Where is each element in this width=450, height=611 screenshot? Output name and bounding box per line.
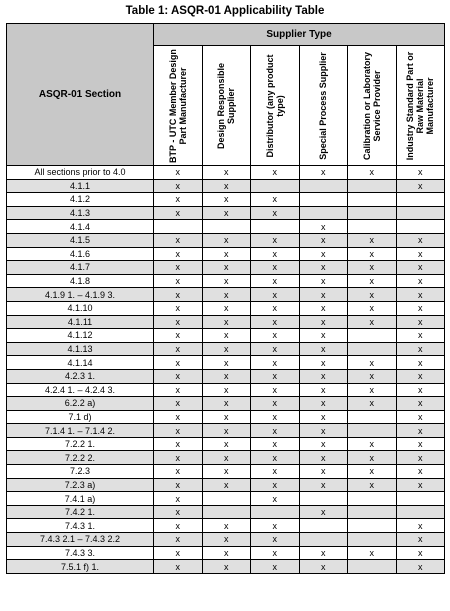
section-cell: 7.2.3 [7, 465, 154, 479]
column-header-distributor: Distributor (any product type) [251, 46, 300, 166]
applicability-cell: x [396, 166, 445, 180]
table-row [7, 166, 445, 180]
applicability-cell: x [348, 546, 397, 560]
section-cell: All sections prior to 4.0 [7, 166, 154, 180]
applicability-cell: x [251, 437, 300, 451]
section-cell: 7.4.3 3. [7, 546, 154, 560]
applicability-cell: x [396, 383, 445, 397]
applicability-cell: x [348, 465, 397, 479]
applicability-cell: x [299, 329, 348, 343]
section-cell: 4.1.9 1. – 4.1.9 3. [7, 288, 154, 302]
applicability-cell: x [202, 301, 251, 315]
column-header-industry-standard: Industry Standard Part or Raw Material Manufacturer [396, 46, 445, 166]
table-body [7, 166, 445, 574]
applicability-cell: x [396, 274, 445, 288]
applicability-cell: x [299, 383, 348, 397]
applicability-cell: x [299, 424, 348, 438]
table-row [7, 451, 445, 465]
table-row [7, 220, 445, 234]
applicability-cell: x [154, 465, 203, 479]
applicability-cell: x [202, 437, 251, 451]
section-cell: 4.1.6 [7, 247, 154, 261]
applicability-cell: x [154, 356, 203, 370]
applicability-cell: x [154, 369, 203, 383]
applicability-cell [396, 206, 445, 220]
applicability-cell: x [299, 546, 348, 560]
applicability-cell [396, 193, 445, 207]
applicability-cell: x [299, 560, 348, 574]
applicability-cell: x [348, 451, 397, 465]
applicability-cell: x [396, 546, 445, 560]
applicability-cell: x [154, 206, 203, 220]
applicability-cell: x [202, 465, 251, 479]
applicability-cell: x [154, 274, 203, 288]
applicability-cell: x [396, 560, 445, 574]
applicability-cell: x [251, 193, 300, 207]
section-cell: 7.4.3 2.1 – 7.4.3 2.2 [7, 533, 154, 547]
table-row [7, 288, 445, 302]
applicability-cell: x [299, 315, 348, 329]
table-row [7, 301, 445, 315]
table-row [7, 274, 445, 288]
table-row [7, 193, 445, 207]
applicability-cell [348, 193, 397, 207]
applicability-cell: x [348, 397, 397, 411]
applicability-cell: x [154, 424, 203, 438]
applicability-cell: x [154, 179, 203, 193]
section-cell: 7.4.2 1. [7, 505, 154, 519]
applicability-cell: x [396, 179, 445, 193]
applicability-cell: x [202, 166, 251, 180]
section-cell: 4.1.13 [7, 342, 154, 356]
section-cell: 4.1.1 [7, 179, 154, 193]
section-cell: 4.1.7 [7, 261, 154, 275]
applicability-cell: x [202, 261, 251, 275]
applicability-cell: x [202, 315, 251, 329]
applicability-cell: x [251, 451, 300, 465]
applicability-cell: x [154, 397, 203, 411]
applicability-cell: x [251, 397, 300, 411]
applicability-cell: x [299, 410, 348, 424]
applicability-cell: x [348, 247, 397, 261]
applicability-cell: x [396, 247, 445, 261]
applicability-cell: x [154, 451, 203, 465]
applicability-cell: x [299, 356, 348, 370]
applicability-cell: x [299, 288, 348, 302]
applicability-cell: x [202, 519, 251, 533]
applicability-cell: x [396, 451, 445, 465]
table-row [7, 397, 445, 411]
applicability-cell: x [202, 356, 251, 370]
table-row [7, 233, 445, 247]
applicability-cell: x [396, 356, 445, 370]
table-row [7, 437, 445, 451]
applicability-cell [396, 492, 445, 506]
applicability-cell [348, 206, 397, 220]
applicability-cell: x [299, 274, 348, 288]
applicability-cell: x [202, 288, 251, 302]
table-row [7, 315, 445, 329]
table-row [7, 424, 445, 438]
applicability-cell: x [154, 315, 203, 329]
applicability-cell: x [154, 342, 203, 356]
applicability-cell: x [154, 410, 203, 424]
section-cell: 7.5.1 f) 1. [7, 560, 154, 574]
applicability-cell: x [251, 478, 300, 492]
section-cell: 7.2.2 2. [7, 451, 154, 465]
applicability-cell: x [154, 519, 203, 533]
table-row [7, 261, 445, 275]
section-cell: 4.1.3 [7, 206, 154, 220]
applicability-cell: x [202, 342, 251, 356]
applicability-cell [154, 220, 203, 234]
section-cell: 4.1.14 [7, 356, 154, 370]
applicability-cell: x [202, 179, 251, 193]
applicability-cell: x [251, 519, 300, 533]
applicability-cell: x [348, 261, 397, 275]
column-header-design-responsible: Design Responsible Supplier [202, 46, 251, 166]
table-row [7, 533, 445, 547]
section-cell: 6.2.2 a) [7, 397, 154, 411]
applicability-cell: x [251, 410, 300, 424]
applicability-cell: x [154, 505, 203, 519]
applicability-cell [348, 424, 397, 438]
applicability-cell: x [154, 478, 203, 492]
applicability-cell [348, 410, 397, 424]
applicability-cell: x [251, 288, 300, 302]
applicability-cell: x [396, 315, 445, 329]
applicability-cell [348, 342, 397, 356]
table-row [7, 492, 445, 506]
applicability-cell [299, 179, 348, 193]
table-row [7, 410, 445, 424]
applicability-cell: x [251, 424, 300, 438]
applicability-cell: x [202, 410, 251, 424]
applicability-cell: x [251, 560, 300, 574]
applicability-cell: x [299, 166, 348, 180]
applicability-cell: x [396, 465, 445, 479]
table-row [7, 369, 445, 383]
section-cell: 7.2.3 a) [7, 478, 154, 492]
applicability-cell: x [299, 437, 348, 451]
applicability-cell: x [202, 424, 251, 438]
applicability-cell: x [154, 533, 203, 547]
applicability-cell: x [396, 533, 445, 547]
applicability-cell: x [154, 193, 203, 207]
applicability-cell [299, 492, 348, 506]
applicability-cell: x [154, 492, 203, 506]
table-row [7, 206, 445, 220]
applicability-cell: x [251, 383, 300, 397]
section-column-header: ASQR-01 Section [7, 24, 154, 166]
table-row [7, 247, 445, 261]
applicability-cell: x [396, 329, 445, 343]
applicability-cell: x [396, 288, 445, 302]
table-row [7, 546, 445, 560]
applicability-cell: x [251, 533, 300, 547]
applicability-cell: x [396, 410, 445, 424]
applicability-cell: x [251, 356, 300, 370]
applicability-cell: x [396, 342, 445, 356]
applicability-cell: x [251, 247, 300, 261]
applicability-cell: x [202, 329, 251, 343]
applicability-cell [348, 560, 397, 574]
applicability-cell [251, 505, 300, 519]
table-row [7, 356, 445, 370]
applicability-cell [202, 492, 251, 506]
section-cell: 4.2.4 1. – 4.2.4 3. [7, 383, 154, 397]
applicability-cell: x [396, 437, 445, 451]
applicability-cell: x [299, 220, 348, 234]
applicability-cell: x [154, 247, 203, 261]
applicability-cell: x [251, 492, 300, 506]
applicability-cell: x [396, 233, 445, 247]
applicability-cell: x [348, 166, 397, 180]
applicability-cell: x [299, 301, 348, 315]
section-cell: 7.4.3 1. [7, 519, 154, 533]
applicability-cell [202, 505, 251, 519]
applicability-cell: x [202, 533, 251, 547]
applicability-cell: x [299, 397, 348, 411]
applicability-cell: x [202, 206, 251, 220]
applicability-cell: x [251, 301, 300, 315]
applicability-cell: x [251, 166, 300, 180]
applicability-cell: x [251, 546, 300, 560]
section-cell: 4.1.12 [7, 329, 154, 343]
applicability-cell: x [348, 288, 397, 302]
applicability-cell: x [202, 451, 251, 465]
applicability-cell: x [154, 261, 203, 275]
applicability-cell [348, 179, 397, 193]
applicability-cell [299, 193, 348, 207]
applicability-cell [348, 519, 397, 533]
applicability-cell [348, 329, 397, 343]
applicability-cell: x [202, 369, 251, 383]
applicability-cell [348, 533, 397, 547]
applicability-cell: x [348, 274, 397, 288]
applicability-cell [348, 492, 397, 506]
applicability-cell [251, 220, 300, 234]
applicability-cell [299, 533, 348, 547]
applicability-cell: x [348, 301, 397, 315]
applicability-cell: x [299, 342, 348, 356]
section-cell: 4.1.8 [7, 274, 154, 288]
column-header-btp: BTP - UTC Member Design Part Manufacturer [154, 46, 203, 166]
applicability-cell: x [202, 546, 251, 560]
applicability-cell: x [251, 465, 300, 479]
table-row [7, 560, 445, 574]
applicability-cell: x [154, 383, 203, 397]
applicability-cell: x [299, 478, 348, 492]
section-cell: 4.1.4 [7, 220, 154, 234]
applicability-cell: x [154, 329, 203, 343]
applicability-cell: x [396, 261, 445, 275]
applicability-cell [202, 220, 251, 234]
table-row [7, 383, 445, 397]
applicability-cell [396, 505, 445, 519]
applicability-cell: x [251, 369, 300, 383]
table-row [7, 465, 445, 479]
section-cell: 4.2.3 1. [7, 369, 154, 383]
applicability-cell: x [202, 193, 251, 207]
applicability-cell: x [251, 315, 300, 329]
applicability-cell: x [202, 233, 251, 247]
supplier-type-header: Supplier Type [154, 24, 445, 46]
applicability-cell: x [251, 206, 300, 220]
applicability-cell [299, 206, 348, 220]
applicability-cell: x [396, 519, 445, 533]
applicability-cell: x [348, 233, 397, 247]
applicability-cell: x [251, 329, 300, 343]
applicability-cell [251, 179, 300, 193]
table-title: Table 1: ASQR-01 Applicability Table [125, 5, 325, 17]
applicability-table [6, 23, 445, 574]
applicability-cell: x [154, 301, 203, 315]
applicability-cell: x [251, 233, 300, 247]
table-row [7, 519, 445, 533]
applicability-cell: x [396, 369, 445, 383]
section-cell: 4.1.5 [7, 233, 154, 247]
table-row [7, 342, 445, 356]
table-row [7, 505, 445, 519]
applicability-cell: x [299, 233, 348, 247]
applicability-cell [396, 220, 445, 234]
applicability-cell: x [251, 274, 300, 288]
applicability-cell: x [251, 261, 300, 275]
applicability-cell [299, 519, 348, 533]
applicability-cell: x [202, 397, 251, 411]
section-cell: 4.1.10 [7, 301, 154, 315]
applicability-cell: x [154, 166, 203, 180]
applicability-cell: x [348, 356, 397, 370]
applicability-cell: x [299, 505, 348, 519]
applicability-cell: x [299, 465, 348, 479]
section-cell: 7.2.2 1. [7, 437, 154, 451]
section-cell: 4.1.2 [7, 193, 154, 207]
applicability-cell: x [299, 247, 348, 261]
applicability-cell: x [348, 437, 397, 451]
applicability-cell: x [299, 369, 348, 383]
applicability-cell: x [202, 560, 251, 574]
applicability-cell: x [348, 369, 397, 383]
applicability-cell: x [251, 342, 300, 356]
applicability-cell: x [396, 301, 445, 315]
applicability-cell: x [154, 560, 203, 574]
table-row [7, 329, 445, 343]
applicability-cell: x [348, 315, 397, 329]
applicability-cell: x [202, 478, 251, 492]
applicability-cell: x [396, 397, 445, 411]
section-cell: 4.1.11 [7, 315, 154, 329]
applicability-cell: x [202, 383, 251, 397]
applicability-cell [348, 220, 397, 234]
column-header-calibration-lab: Calibration or Laboratory Service Provider [348, 46, 397, 166]
applicability-cell: x [299, 261, 348, 275]
section-cell: 7.1 d) [7, 410, 154, 424]
table-row [7, 179, 445, 193]
table-row [7, 478, 445, 492]
applicability-cell [348, 505, 397, 519]
applicability-cell: x [202, 247, 251, 261]
applicability-cell: x [154, 437, 203, 451]
applicability-cell: x [154, 233, 203, 247]
section-cell: 7.1.4 1. – 7.1.4 2. [7, 424, 154, 438]
column-header-special-process: Special Process Supplier [299, 46, 348, 166]
applicability-cell: x [154, 288, 203, 302]
applicability-cell: x [396, 478, 445, 492]
applicability-cell: x [202, 274, 251, 288]
applicability-cell: x [348, 383, 397, 397]
applicability-cell: x [154, 546, 203, 560]
applicability-cell: x [396, 424, 445, 438]
applicability-cell: x [299, 451, 348, 465]
applicability-cell: x [348, 478, 397, 492]
section-cell: 7.4.1 a) [7, 492, 154, 506]
